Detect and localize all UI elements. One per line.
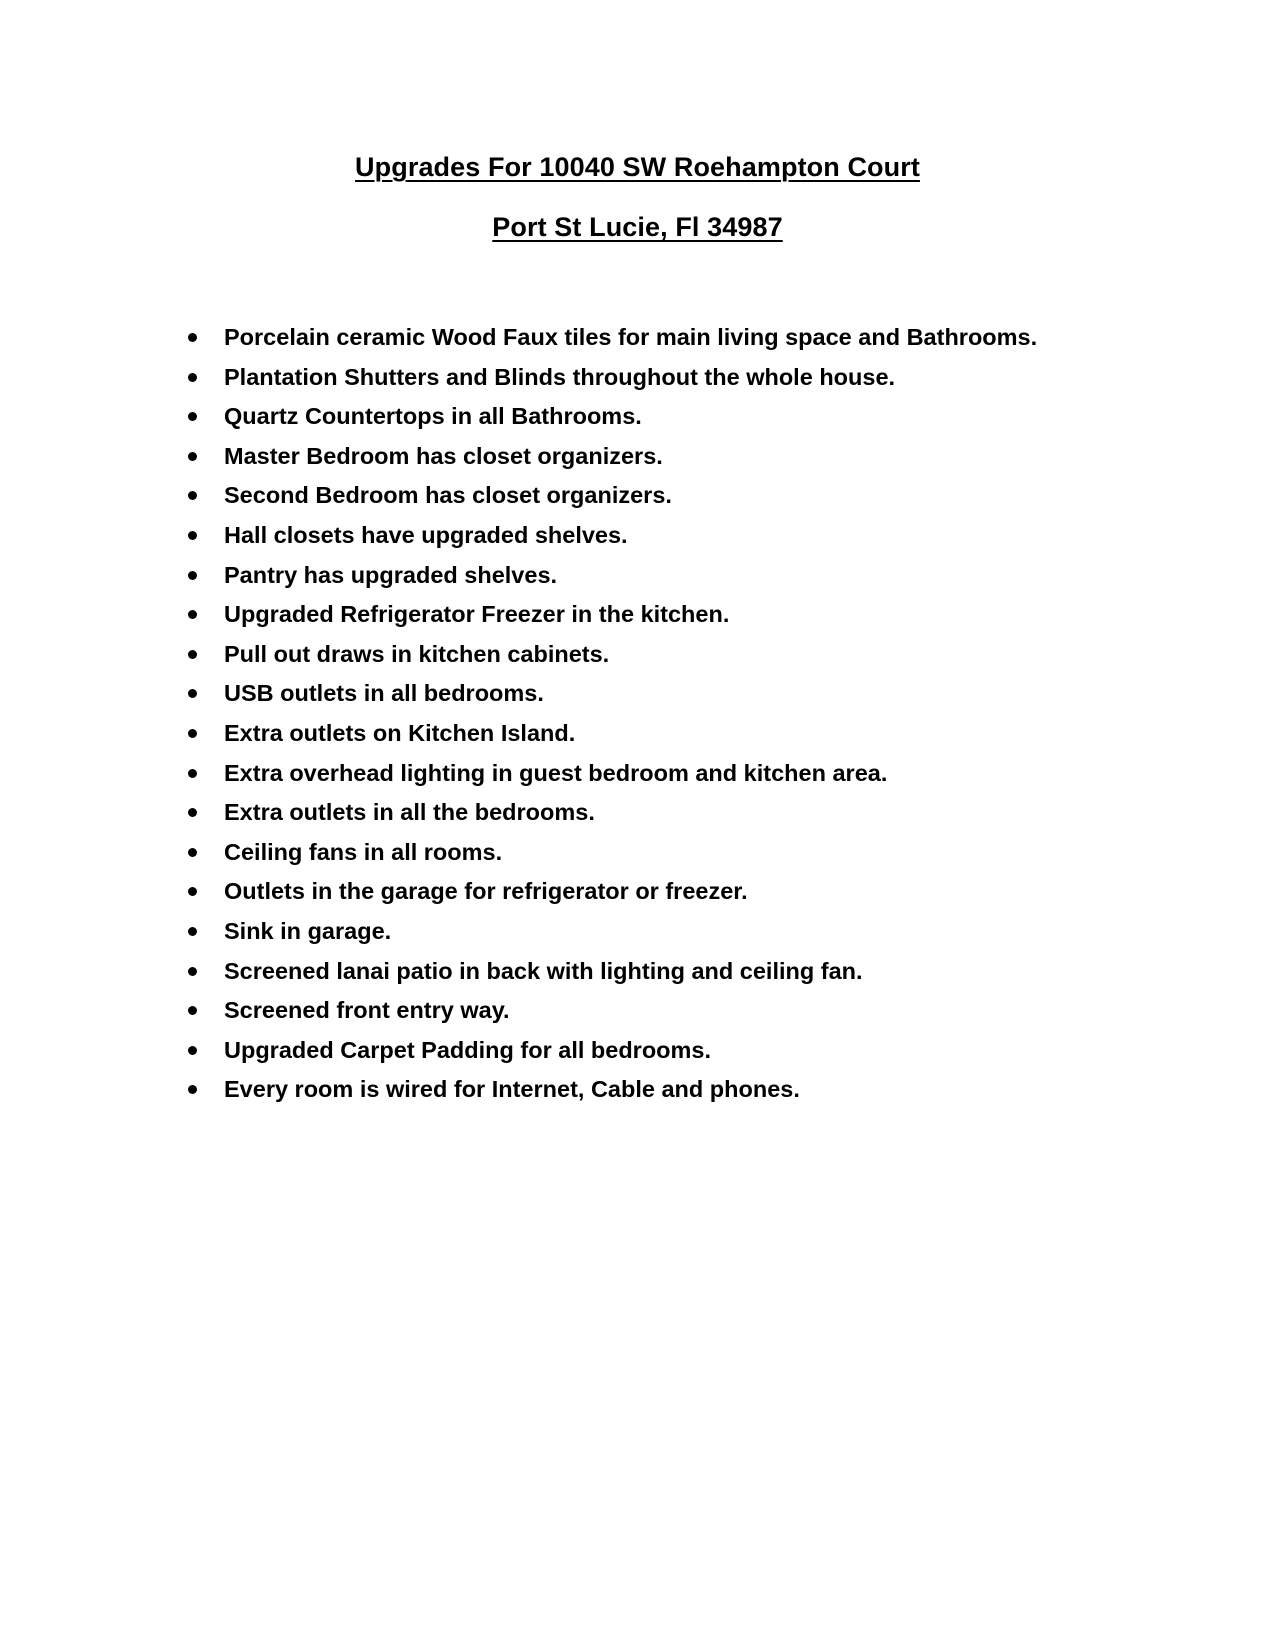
list-item (188, 520, 1037, 560)
list-item-text: Second Bedroom has closet organizers. (224, 482, 672, 509)
list-item-text: Plantation Shutters and Blinds throughout the whole house. (224, 363, 896, 390)
list-item (188, 876, 1037, 916)
list-item (188, 362, 1037, 402)
bullet-icon (188, 967, 197, 976)
list-item (188, 916, 1037, 956)
list-item (188, 1035, 1037, 1075)
list-item (188, 956, 1037, 996)
bullet-icon (188, 848, 197, 857)
bullet-icon (188, 927, 197, 936)
list-item-text: Extra outlets in all the bedrooms. (224, 799, 595, 826)
list-item-text: Upgraded Refrigerator Freezer in the kitchen. (224, 601, 730, 628)
bullet-icon (188, 610, 197, 619)
bullet-icon (188, 808, 197, 817)
list-item-text: Screened lanai patio in back with lighting and ceiling fan. (224, 957, 863, 984)
list-item-text: Hall closets have upgraded shelves. (224, 521, 628, 548)
list-item-text: Extra overhead lighting in guest bedroom and kitchen area. (224, 759, 888, 786)
list-item-text: Upgraded Carpet Padding for all bedrooms. (224, 1036, 712, 1063)
document-subtitle: Port St Lucie, Fl 34987 (492, 212, 783, 242)
list-item-text: Pull out draws in kitchen cabinets. (224, 640, 610, 667)
list-item-text: Extra outlets on Kitchen Island. (224, 719, 576, 746)
list-item (188, 599, 1037, 639)
list-item-text: Master Bedroom has closet organizers. (224, 442, 663, 469)
list-item (188, 441, 1037, 481)
bullet-icon (188, 1046, 197, 1055)
list-item-text: Pantry has upgraded shelves. (224, 561, 558, 588)
document-title: Upgrades For 10040 SW Roehampton Court (355, 152, 920, 182)
bullet-icon (188, 689, 197, 698)
list-item (188, 678, 1037, 718)
list-item (188, 560, 1037, 600)
bullet-icon (188, 491, 197, 500)
list-item (188, 480, 1037, 520)
list-item (188, 995, 1037, 1035)
bullet-icon (188, 887, 197, 896)
bullet-icon (188, 531, 197, 540)
bullet-icon (188, 571, 197, 580)
list-item (188, 837, 1037, 877)
list-item-text: Every room is wired for Internet, Cable and phones. (224, 1076, 800, 1103)
list-item-text: Porcelain ceramic Wood Faux tiles for main living space and Bathrooms. (224, 324, 1038, 350)
bullet-icon (188, 650, 197, 659)
list-item (188, 639, 1037, 679)
list-item-text: Screened front entry way. (224, 997, 510, 1024)
bullet-icon (188, 412, 197, 421)
bullet-icon (188, 333, 197, 342)
list-item-text: Outlets in the garage for refrigerator or freezer. (224, 878, 748, 905)
list-item-text: Ceiling fans in all rooms. (224, 838, 503, 865)
list-item (188, 758, 1037, 798)
list-item-text: Sink in garage. (224, 917, 392, 944)
bullet-icon (188, 373, 197, 382)
list-item-text: Quartz Countertops in all Bathrooms. (224, 403, 642, 430)
bullet-icon (188, 1085, 197, 1094)
list-item (188, 1074, 1037, 1114)
upgrades-list (188, 322, 1037, 1114)
list-item (188, 797, 1037, 837)
bullet-icon (188, 1006, 197, 1015)
list-item-text: USB outlets in all bedrooms. (224, 680, 544, 707)
bullet-icon (188, 729, 197, 738)
bullet-icon (188, 769, 197, 778)
bullet-icon (188, 452, 197, 461)
list-item (188, 401, 1037, 441)
list-item (188, 718, 1037, 758)
list-item (188, 322, 1037, 362)
